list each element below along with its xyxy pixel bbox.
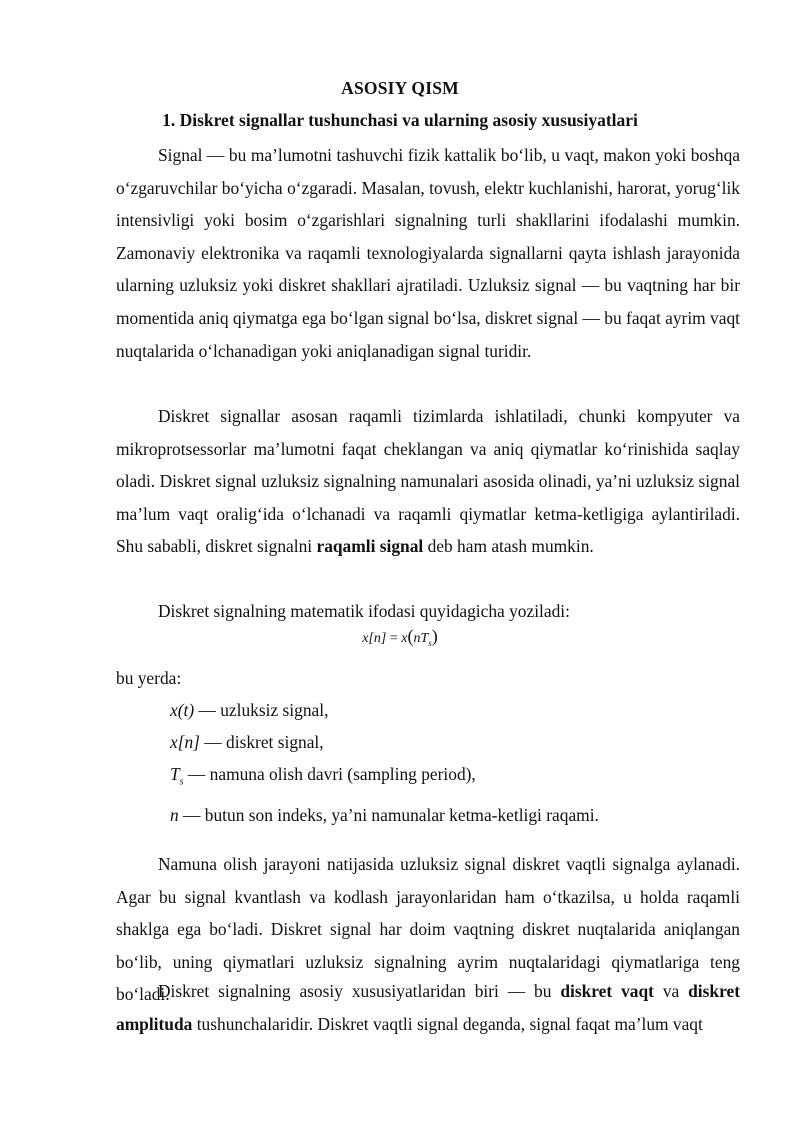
formula-arg: nT: [413, 631, 429, 646]
paragraph-text: deb ham atash mumkin.: [423, 536, 594, 557]
definition-item: [170, 799, 599, 831]
bold-term-diskret-vaqt: diskret vaqt: [560, 981, 654, 1001]
formula: [0, 626, 800, 648]
paragraph-sampling: Namuna olish jarayoni natijasida uzluksiz signal diskret vaqtli signalga aylanadi. Agar bu signal kvantlash va kodlash jarayonlaridan ham o‘tkazilsa, u holda raqamli shaklga ega bo‘ladi. Diskret signal har doim vaqtning diskret nuqtalarida aniqlangan bo‘lib, uning qiymatlari uzluksiz signalning ayrim nuqtalaridagi qiymatlariga teng bo‘ladi.: [116, 854, 740, 1005]
paragraph-discrete-signals: [116, 400, 740, 563]
paragraph-properties: [116, 975, 740, 1040]
definition-symbol: n: [170, 805, 179, 826]
definition-item: [170, 726, 599, 758]
definition-symbol: x[n]: [170, 732, 200, 753]
formula-open-paren: (: [407, 626, 414, 646]
page-title: ASOSIY QISM: [341, 78, 459, 98]
definition-symbol: [170, 764, 184, 788]
definition-symbol-subscript: s: [179, 776, 184, 788]
paragraph-text: va: [653, 981, 689, 1001]
bold-term-raqamli-signal: raqamli signal: [316, 536, 424, 557]
definition-text: — butun son indeks, ya’ni namunalar ketma-ketligi raqami.: [178, 805, 599, 826]
definition-symbol-base: T: [170, 764, 180, 785]
formula-subscript: s: [428, 637, 432, 648]
paragraph-signal-definition: Signal — bu ma’lumotni tashuvchi fizik kattalik bo‘lib, u vaqt, makon yoki boshqa o‘zgaruvchilar bo‘yicha o‘zgaradi. Masalan, tovush, elektr kuchlanishi, harorat, yorug‘lik intensivligi yoki bosim o‘zgarishlari signalning turli shakllarini ifodalashi mumkin. Zamonaviy elektronika va raqamli texnologiyalarda signallarni qayta ishlash jarayonida ularning uzluksiz yoki diskret shakllari ajratiladi. Uzluksiz signal — bu vaqtning har bir momentida aniq qiymatga ega bo‘lgan signal bo‘lsa, diskret signal — bu faqat ayrim vaqt nuqtalarida o‘lchanadigan yoki aniqlanadigan signal turidir.: [116, 145, 740, 361]
definition-symbol: x(t): [170, 700, 195, 720]
formula-func: x: [401, 631, 408, 646]
bold-term-diskret-amplituda: diskret amplituda: [116, 981, 740, 1034]
formula-lhs: x[n]: [362, 631, 387, 646]
definitions-intro: bu yerda:: [116, 668, 182, 688]
definition-text: — uzluksiz signal,: [194, 700, 329, 720]
section-heading: 1. Diskret signallar tushunchasi va ularning asosiy xususiyatlari: [162, 110, 638, 130]
definition-text: — namuna olish davri (sampling period),: [183, 764, 476, 785]
definition-item: [170, 758, 599, 799]
definition-text: — diskret signal,: [199, 732, 324, 753]
paragraph-math-intro: Diskret signalning matematik ifodasi quyidagicha yoziladi:: [158, 601, 570, 621]
paragraph-text: tushunchalaridir. Diskret vaqtli signal deganda, signal faqat ma’lum vaqt: [192, 1013, 703, 1034]
formula-equals: =: [386, 631, 402, 646]
definition-item: [170, 694, 599, 726]
formula-close-paren: ): [431, 626, 438, 646]
paragraph-text: Diskret signallar asosan raqamli tizimlarda ishlatiladi, chunki kompyuter va mikroprotsessorlar ma’lumotni faqat cheklangan va aniq qiymatlar ko‘rinishida saqlay oladi. Diskret signal uzluksiz signalning namunalari asosida olinadi, ya’ni uzluksiz signal ma’lum vaqt oralig‘ida o‘lchanadi va raqamli qiymatlar ketma-ketligiga aylantiriladi. Shu sababli, diskret signalni: [116, 406, 740, 557]
definitions-list: [170, 694, 599, 831]
paragraph-text: Diskret signalning asosiy xususiyatlaridan biri — bu: [158, 981, 561, 1001]
